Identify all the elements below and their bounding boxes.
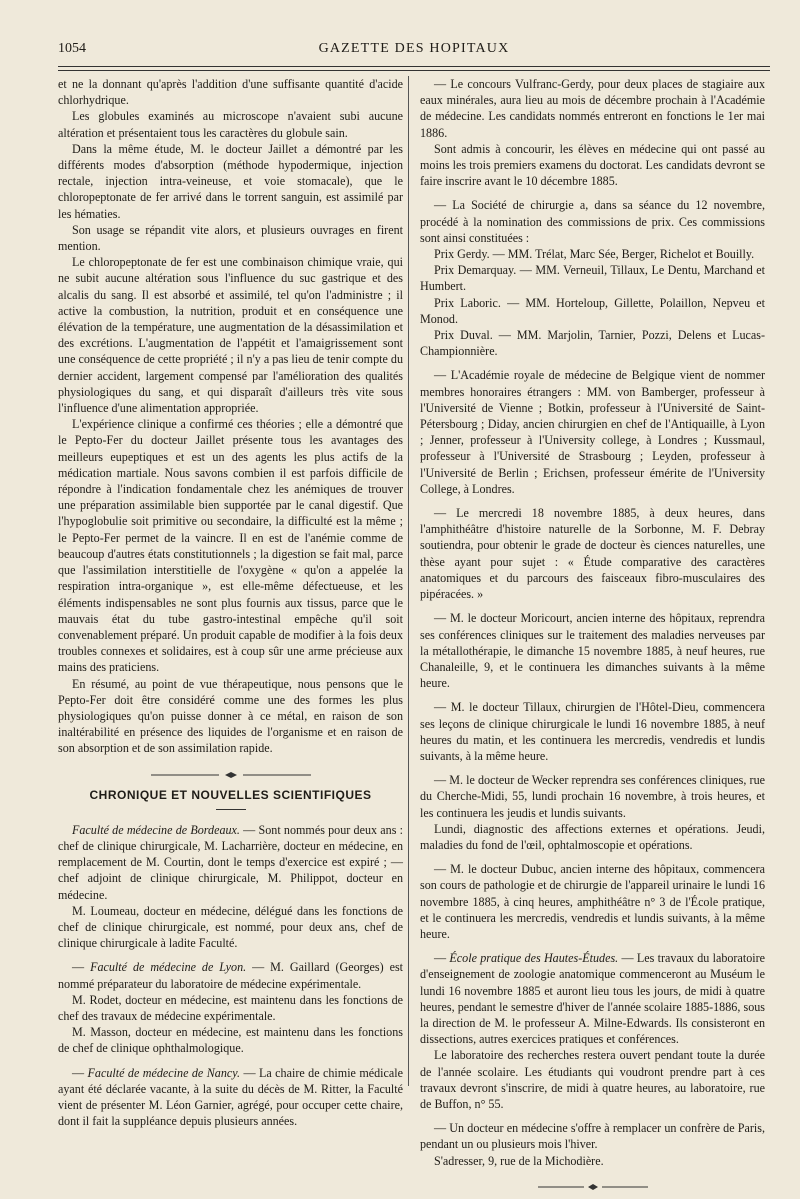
- page-header: [58, 38, 770, 60]
- ornament-divider: [58, 771, 403, 779]
- news-text: — M. Gaillard (Georges) est nommé préparateur du laboratoire de médecine expérimentale.: [58, 960, 404, 991]
- news-source: Faculté de médecine de Bordeaux.: [72, 822, 240, 837]
- news-item: — M. le docteur Tillaux, chirurgien de l'Hôtel-Dieu, commencera ses leçons de clinique chirurgicale le lundi 16 novembre 1885, à neuf heures du matin, et les continuera les mercredis, vendredis et lundis suivants, à la même heure.: [420, 700, 765, 763]
- news-item: [58, 822, 403, 903]
- news-item: Le laboratoire des recherches restera ouvert pendant toute la durée de l'année scolaire. Les étudiants qui voudront prendre part à ces travaux devront s'inscrire, de midi à quatre heures, au laboratoire, rue de Buffon, n° 55.: [420, 1048, 765, 1111]
- news-item: — M. le docteur de Wecker reprendra ses conférences cliniques, rue du Cherche-Midi, 55, lundi prochain 16 novembre, à trois heures, et les continuera les jeudis et lundis suivants.: [420, 773, 765, 820]
- news-text: — La chaire de chimie médicale ayant été déclarée vacante, à la suite du décès de M. Ritter, la Faculté vient de présenter M. Léon Garnier, agrégé, pour occuper cette chaire, dont il fait la suppléance depuis plusieurs années.: [58, 1065, 404, 1129]
- news-item: [58, 1065, 403, 1130]
- paragraph: Son usage se répandit vite alors, et plusieurs ouvrages en firent mention.: [58, 222, 403, 254]
- dash: —: [72, 1065, 88, 1080]
- paragraph: Dans la même étude, M. le docteur Jaillet a démontré par les différents modes d'absorption (méthode hypodermique, injection rectale, injection intra-veineuse, et voie stomacale), que le chloropeptonate de fer arrivé dans le torrent sanguin, est assimilé par les hématies.: [58, 141, 403, 221]
- paragraph: Le chloropeptonate de fer est une combinaison chimique vraie, qui ne subit aucune altération sous l'influence du suc gastrique et des alcalis du sang. Il est absorbé et assimilé, tel qu'on l'administre ; il active la combustion, la nutrition, produit et en conséquence une élévation de la température, une augmentation de la désassimilation et des excrétions. L'augmentation de l'appétit et l'amaigrissement sont une conséquence de cette propriété ; il n'y a pas lieu de tenir compte du dernier accident, largement compensé par l'amélioration des qualités physiologiques du sang, et qui disparaît d'ailleurs très vite sous l'influence d'une alimentation appropriée.: [58, 255, 403, 416]
- news-item: [58, 959, 403, 991]
- news-item: Sont admis à concourir, les élèves en médecine qui ont passé au moins les trois premiers examens du doctorat. Les candidats devront se faire inscrire avant le 10 décembre 1885.: [420, 141, 765, 189]
- left-column: [58, 76, 403, 1129]
- prize-entry: Prix Duval. — MM. Marjolin, Tarnier, Pozzi, Delens et Lucas-Championnière.: [420, 328, 765, 359]
- paragraph: En résumé, au point de vue thérapeutique, nous pensons que le Pepto-Fer doit être considéré comme une des formes les plus physiologiques qu'on puisse donner à ce métal, en raison de son inaltérabilité en présence des liquides de l'organisme et en raison de son absorption et de son assimilation rapide.: [58, 676, 403, 756]
- news-item: S'adresser, 9, rue de la Michodière.: [434, 1153, 604, 1168]
- dash: —: [434, 951, 450, 966]
- column-divider: [408, 76, 409, 1086]
- right-column: [420, 76, 765, 1199]
- header-rule-thin: [58, 70, 770, 71]
- ornament-divider: [420, 1183, 765, 1191]
- heading-rule: [216, 809, 246, 810]
- news-source: Faculté de médecine de Lyon.: [90, 960, 247, 975]
- news-item: Lundi, diagnostic des affections externes et opérations. Jeudi, maladies du fond de l'œil, ophtalmoscopie et opérations.: [420, 821, 765, 852]
- dash: —: [72, 960, 91, 975]
- section-heading: CHRONIQUE ET NOUVELLES SCIENTIFIQUES: [89, 787, 372, 802]
- news-source: Faculté de médecine de Nancy.: [87, 1065, 240, 1080]
- news-item: M. Loumeau, docteur en médecine, délégué dans les fonctions de chef de clinique chirurgicale, est nommé, pour deux ans, chef de clinique chirurgicale à ladite Faculté.: [58, 903, 403, 951]
- news-item: — M. le docteur Moricourt, ancien interne des hôpitaux, reprendra ses conférences cliniques sur le traitement des maladies nerveuses par la métallothérapie, le dimanche 15 novembre 1885, à neuf heures, rue Chanaleille, 9, et le continuera les dimanches suivants à la même heure.: [420, 611, 765, 691]
- news-text: — Sont nommés pour deux ans : chef de clinique chirurgicale, M. Lacharrière, docteur en médecine, en remplacement de M. Courtin, dont le temps d'exercice est expiré ; — chef adjoint de clinique chirurgicale, M. Philippot, docteur en médecine.: [58, 822, 403, 902]
- prize-entry: Prix Demarquay. — MM. Verneuil, Tillaux, Le Dentu, Marchand et Humbert.: [420, 263, 765, 294]
- prize-entry: Prix Gerdy. — MM. Trélat, Marc Sée, Berger, Richelot et Bouilly.: [434, 247, 755, 262]
- header-rule: [58, 66, 770, 67]
- paragraph: L'expérience clinique a confirmé ces théories ; elle a démontré que le Pepto-Fer du docteur Jaillet présente tous les avantages des meilleurs eupeptiques et est un des agents les plus actifs de la médication martiale. Nous savons combien il est parfois difficile de répondre à l'indication fondamentale chez les anémiques de trouver une préparation assimilable bien supportée par le canal digestif. Que l'hypoglobulie soit primitive ou secondaire, la difficulté est la même ; le Pepto-Fer permet de la vaincre. Il en est de l'anémie comme de beaucoup d'autres états constitutionnels ; la digestion se fait mal, parce que l'assimilation interstitielle de l'oxygène « qu'on a appelée la respiration intra-organique », est elle-même défectueuse, et les éléments indispensables ne sont plus fournis aux tissus, parce que le mauvais état du tube gastro-intestinal empêche qu'il soit convenablement préparé. Un produit capable de modifier à la fois deux troubles connexes et solidaires, est à coup sûr une arme précieuse aux mains des praticiens.: [58, 417, 403, 675]
- news-item: — L'Académie royale de médecine de Belgique vient de nommer membres honoraires étrangers : MM. von Bamberger, professeur à l'Université de Vienne ; Botkin, professeur à l'Université de Saint-Pétersbourg ; Diday, ancien chirurgien en chef de l'Antiquaille, à Lyon ; Jenner, professeur à l'University college, à Londres ; Kussmaul, professeur à l'Université de Strasbourg ; Leyden, professeur à l'Université de Berlin ; Erichsen, professeur émérite de l'University College, à Londres.: [420, 368, 765, 496]
- news-source: École pratique des Hautes-Études.: [449, 951, 619, 966]
- page-number: 1054: [58, 41, 86, 56]
- news-item: — Un docteur en médecine s'offre à remplacer un confrère de Paris, pendant un ou plusieurs mois l'hiver.: [420, 1121, 765, 1152]
- news-item: M. Masson, docteur en médecine, est maintenu dans les fonctions de chef de clinique ophthalmologique.: [58, 1025, 403, 1056]
- prize-entry: Prix Laboric. — MM. Horteloup, Gillette, Polaillon, Nepveu et Monod.: [420, 295, 765, 326]
- news-item: — Le mercredi 18 novembre 1885, à deux heures, dans l'amphithéâtre d'histoire naturelle de la Sorbonne, M. F. Debray soutiendra, pour obtenir le grade de docteur ès ciences naturelles, une thèse ayant pour sujet : « Étude comparative des caractères anatomiques et du parcours des faisceaux fibro-musculaires des pipéracées. »: [420, 506, 765, 602]
- news-item: M. Rodet, docteur en médecine, est maintenu dans les fonctions de chef des travaux de médecine expérimentale.: [58, 992, 403, 1023]
- news-item: — La Société de chirurgie a, dans sa séance du 12 novembre, procédé à la nomination des commissions de prix. Ces commissions sont ainsi constituées :: [420, 198, 765, 245]
- paragraph: Les globules examinés au microscope n'avaient subi aucune altération et présentaient tous les caractères du globule sain.: [58, 109, 403, 140]
- news-item: — Le concours Vulfranc-Gerdy, pour deux places de stagiaire aux eaux minérales, aura lieu au mois de décembre prochain à l'Académie de médecine. Les candidats nommés entreront en fonctions le 1er mai 1886.: [420, 77, 765, 140]
- news-item: — M. le docteur Dubuc, ancien interne des hôpitaux, commencera son cours de pathologie et de chirurgie de l'appareil urinaire le lundi 16 novembre 1885, à cinq heures, amphithéâtre n° 3 de l'École pratique, et le continuera les mercredis, vendredis et lundis suivants, à la même heure.: [420, 862, 765, 941]
- news-text: — Les travaux du laboratoire d'enseignement de zoologie anatomique commenceront au Muséum le lundi 16 novembre 1885 et auront lieu tous les jours, de midi à quatre heures, pendant le semestre d'hiver de l'année scolaire 1885-1886, sous la direction de M. le professeur A. Milne-Edwards. Ils consisteront en dissections, autres exercices pratiques et conférences.: [420, 951, 765, 1047]
- news-item: [420, 950, 765, 1047]
- paragraph: et ne la donnant qu'après l'addition d'une suffisante quantité d'acide chlorhydrique.: [58, 77, 403, 108]
- running-title: GAZETTE DES HOPITAUX: [318, 41, 510, 56]
